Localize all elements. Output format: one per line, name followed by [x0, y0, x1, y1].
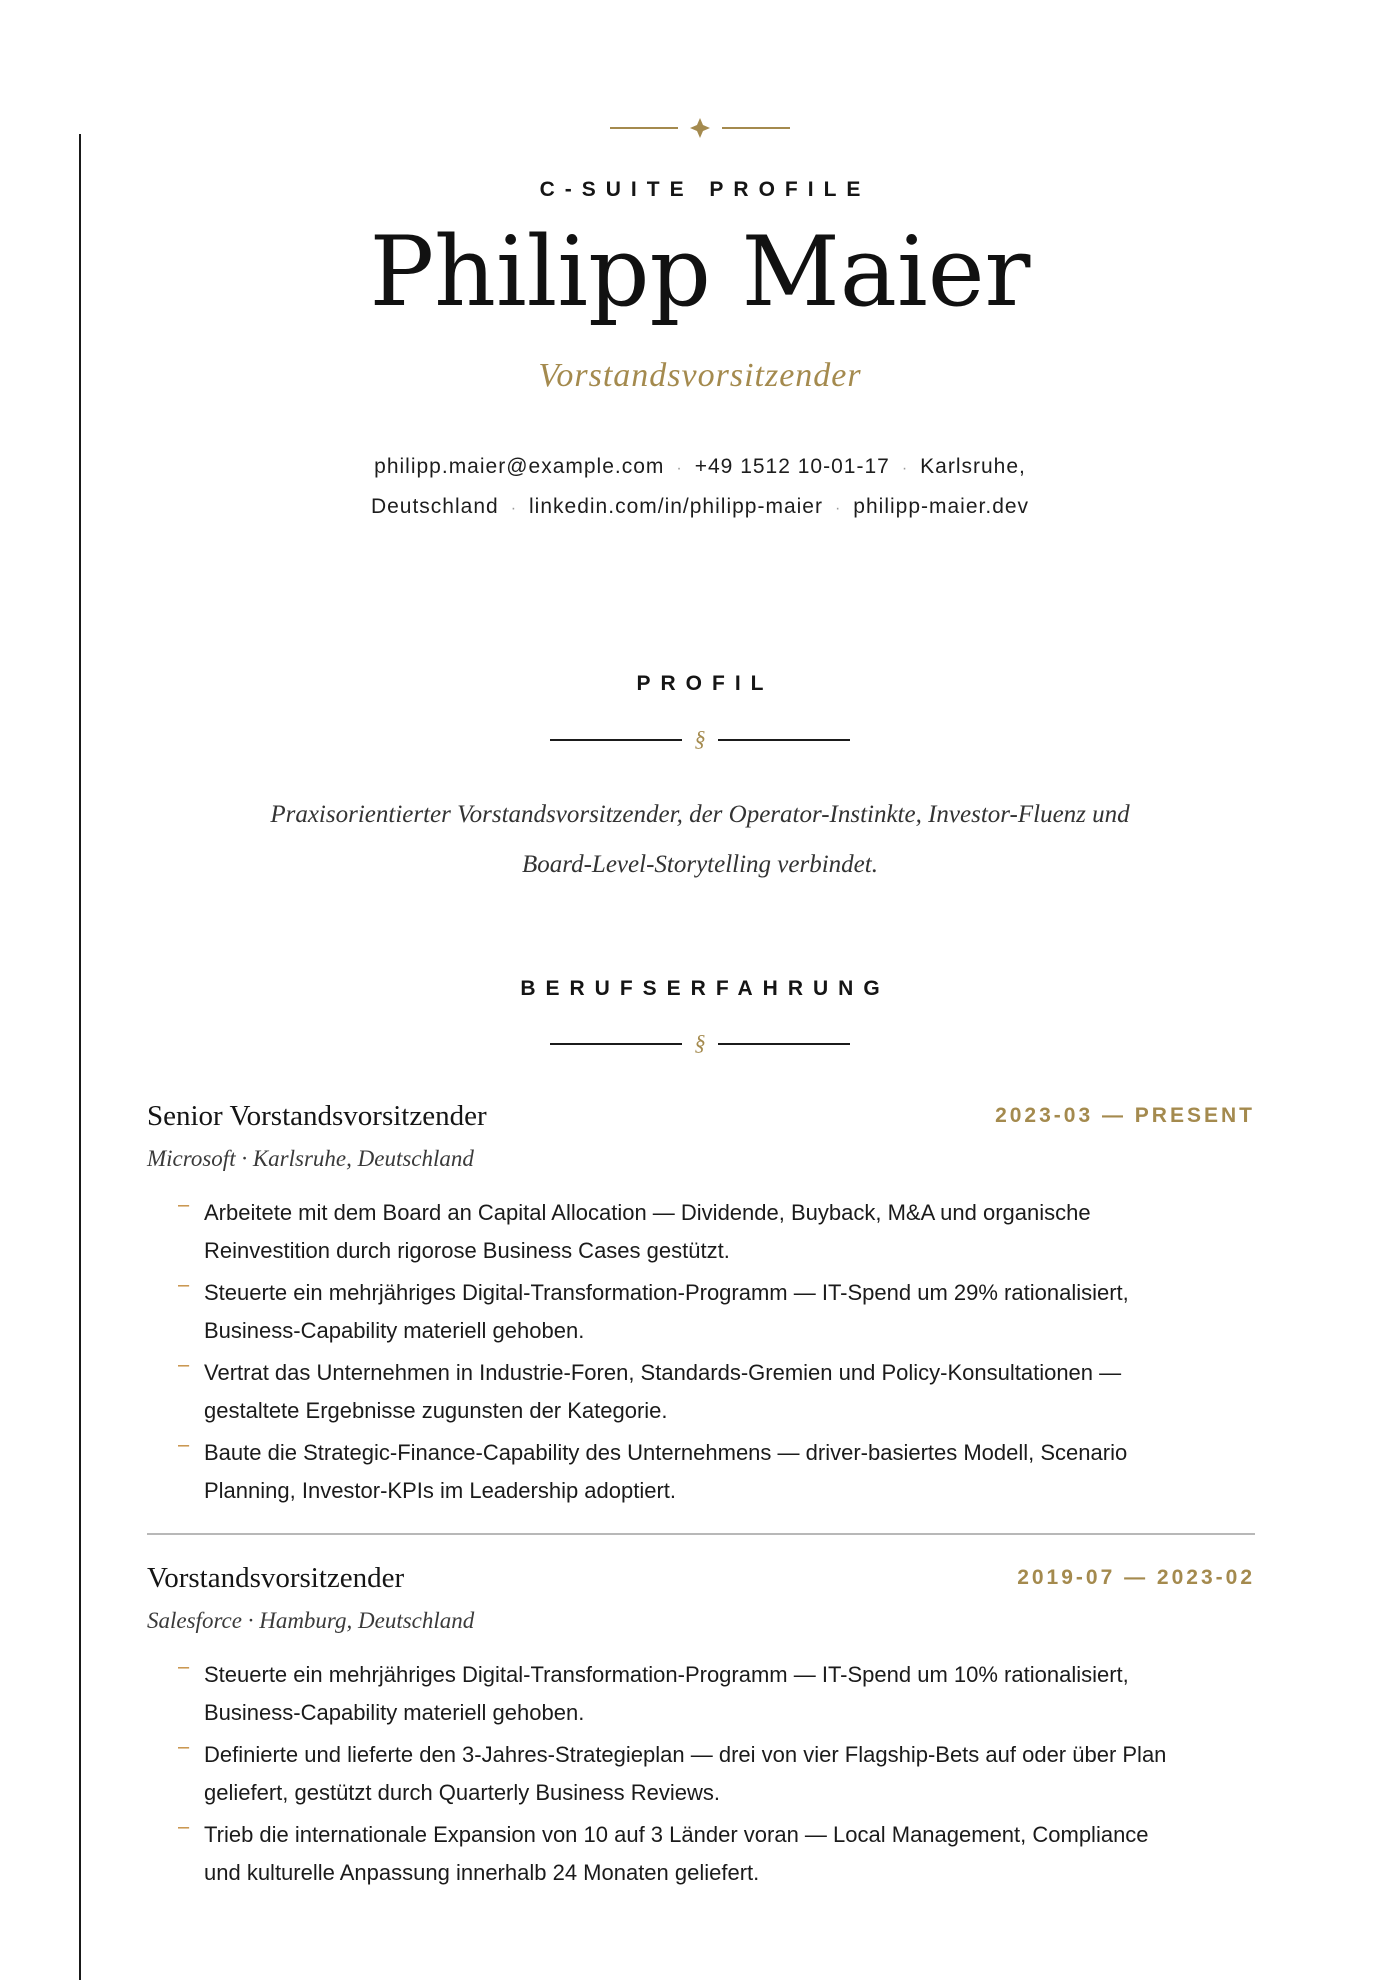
- diamond-star-icon: [610, 116, 790, 140]
- bullet-item: [147, 1816, 1255, 1892]
- contact-line-2: [300, 488, 1100, 528]
- summary-line-1: Praxisorientierter Vorstandsvorsitzender, der Operator-Instinkte, Investor-Fluenz und: [270, 801, 1130, 828]
- profile-summary: [230, 790, 1170, 890]
- bullet-marker: –: [178, 1434, 190, 1456]
- job-company: Microsoft · Karlsruhe, Deutschland: [147, 1146, 474, 1171]
- bullet-line: Planning, Investor-KPIs im Leadership adoptiert.: [204, 1478, 677, 1503]
- job-separator: [147, 1533, 1255, 1535]
- bullet-line: gestaltete Ergebnisse zugunsten der Kategorie.: [204, 1398, 668, 1423]
- bullet-item: [147, 1274, 1255, 1350]
- bullet-line: Trieb die internationale Expansion von 10 auf 3 Länder voran — Local Management, Compliance: [204, 1822, 1149, 1847]
- bullet-line: Baute die Strategic-Finance-Capability des Unternehmens — driver-basiertes Modell, Scenario: [204, 1440, 1128, 1465]
- contact-separator: ·: [834, 500, 842, 517]
- bullet-marker: –: [178, 1816, 190, 1838]
- candidate-name: Philipp Maier: [369, 216, 1031, 328]
- bullet-line: und kulturelle Anpassung innerhalb 24 Monaten geliefert.: [204, 1860, 760, 1885]
- bullet-line: Arbeitete mit dem Board an Capital Allocation — Dividende, Buyback, M&A und organische: [204, 1200, 1091, 1225]
- section-title-experience: BERUFSERFAHRUNG: [520, 977, 890, 1000]
- contact-location-city: Karlsruhe,: [920, 455, 1026, 478]
- bullet-line: Business-Capability materiell gehoben.: [204, 1318, 585, 1343]
- contact-phone[interactable]: +49 1512 10-01-17: [694, 455, 890, 478]
- bullet-item: [147, 1434, 1255, 1510]
- section-mark: §: [694, 1030, 706, 1055]
- contact-separator: ·: [901, 460, 909, 477]
- job-company: Salesforce · Hamburg, Deutschland: [147, 1608, 475, 1633]
- contact-separator: ·: [510, 500, 518, 517]
- bullet-line: Reinvestition durch rigorose Business Cases gestützt.: [204, 1238, 730, 1263]
- bullet-line: geliefert, gestützt durch Quarterly Business Reviews.: [204, 1780, 721, 1805]
- bullet-line: Definierte und lieferte den 3-Jahres-Strategieplan — drei von vier Flagship-Bets auf oder über Plan: [204, 1742, 1167, 1767]
- bullet-line: Vertrat das Unternehmen in Industrie-Foren, Standards-Gremien und Policy-Konsultationen —: [204, 1360, 1122, 1385]
- bullet-line: Steuerte ein mehrjähriges Digital-Transformation-Programm — IT-Spend um 29% rationalisiert,: [204, 1280, 1129, 1305]
- bullet-item: [147, 1736, 1255, 1812]
- section-divider-profile: [550, 728, 850, 752]
- job-header: [147, 1562, 1255, 1606]
- section-divider-experience: [550, 1032, 850, 1056]
- summary-line-2: Board-Level-Storytelling verbindet.: [522, 851, 878, 878]
- job-title: Vorstandsvorsitzender: [147, 1562, 405, 1594]
- contact-line-1: [300, 448, 1100, 488]
- bullet-item: [147, 1354, 1255, 1430]
- candidate-role: Vorstandsvorsitzender: [538, 357, 862, 394]
- job-dates: 2019-07 — 2023-02: [1017, 1566, 1255, 1589]
- job-entry: [147, 1562, 1255, 1896]
- contact-linkedin[interactable]: linkedin.com/in/philipp-maier: [529, 495, 823, 518]
- contact-separator: ·: [676, 460, 683, 477]
- bullet-item: [147, 1656, 1255, 1732]
- divider-line: [718, 739, 850, 741]
- bullet-marker: –: [178, 1194, 190, 1216]
- contact-block: [300, 448, 1100, 528]
- section-title-profile: PROFIL: [636, 672, 774, 695]
- contact-website[interactable]: philipp-maier.dev: [853, 495, 1030, 518]
- bullet-item: [147, 1194, 1255, 1270]
- job-header: [147, 1100, 1255, 1144]
- job-dates: 2023-03 — PRESENT: [995, 1104, 1255, 1127]
- bullet-marker: –: [178, 1274, 190, 1296]
- job-bullets: [147, 1656, 1255, 1892]
- divider-line: [718, 1043, 850, 1045]
- contact-location-country: Deutschland: [370, 495, 499, 518]
- bullet-marker: –: [178, 1656, 190, 1678]
- bullet-marker: –: [178, 1736, 190, 1758]
- bullet-marker: –: [178, 1354, 190, 1376]
- bullet-line: Steuerte ein mehrjähriges Digital-Transformation-Programm — IT-Spend um 10% rationalisiert,: [204, 1662, 1129, 1687]
- profile-eyebrow: C-SUITE PROFILE: [539, 178, 871, 201]
- contact-email[interactable]: philipp.maier@example.com: [374, 455, 665, 478]
- job-entry: [147, 1100, 1255, 1514]
- job-title: Senior Vorstandsvorsitzender: [147, 1100, 487, 1132]
- job-bullets: [147, 1194, 1255, 1510]
- bullet-line: Business-Capability materiell gehoben.: [204, 1700, 585, 1725]
- section-mark: §: [694, 726, 706, 751]
